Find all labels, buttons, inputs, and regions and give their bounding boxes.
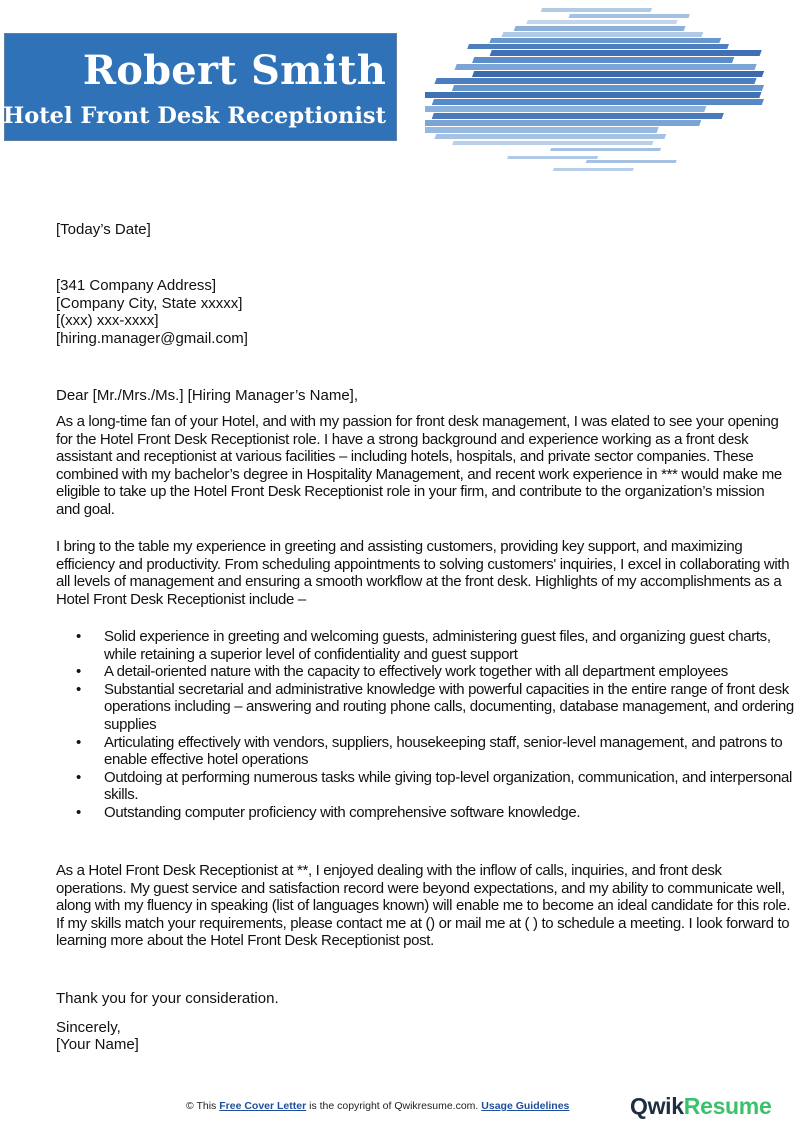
- list-item: • Substantial secretarial and administrative knowledge with powerful capacities in the entire range of front desk operations including – answering and routing phone calls, documenting, database management, and ordering supplies: [76, 680, 794, 733]
- list-item: • Outstanding computer proficiency with comprehensive software knowledge.: [76, 803, 581, 821]
- bullet-icon: •: [76, 663, 81, 681]
- bullet-icon: •: [76, 803, 81, 821]
- bullet-icon: •: [76, 628, 81, 645]
- free-cover-letter-link[interactable]: Free Cover Letter: [219, 1100, 307, 1112]
- address-line: [Company City, State xxxxx]: [56, 294, 243, 312]
- bullet-icon: •: [76, 733, 81, 751]
- decorative-stripes-graphic: [425, 0, 800, 200]
- header-banner: [4, 33, 397, 141]
- qwikresume-logo[interactable]: QwikResume: [630, 1093, 772, 1119]
- job-title: Hotel Front Desk Receptionist: [3, 103, 386, 129]
- bullet-icon: •: [76, 680, 81, 698]
- usage-guidelines-link[interactable]: Usage Guidelines: [481, 1100, 570, 1112]
- date-line: [Today’s Date]: [56, 221, 151, 238]
- paragraph-intro: As a long-time fan of your Hotel, and with my passion for front desk management, I was elated to see your opening for the Hotel Front Desk Receptionist role. I have a strong background and experience working as a front desk assistant and receptionist at various facilities – including hotels, hospitals, and private sector companies. These combined with my bachelor’s degree in Hospitality Management, and recent work experience in *** would make me eligible to take up the Hotel Front Desk Receptionist role in your firm, and contribute to the organization’s mission and goal.: [56, 413, 782, 518]
- paragraph-closing: As a Hotel Front Desk Receptionist at **, I enjoyed dealing with the inflow of calls, inquiries, and front desk operations. My guest service and satisfaction record were beyond expectations, and my ability to communicate well, along with my fluency in speaking (list of languages known) will enable me to become an ideal candidate for this role. If my skills match your requirements, please contact me at () or mail me at ( ) to schedule a meeting. I look forward to learning more about the Hotel Front Desk Receptionist post.: [56, 862, 791, 950]
- closing-line: Sincerely,: [56, 1019, 121, 1036]
- bullet-icon: •: [76, 768, 81, 786]
- recipient-address: [56, 277, 791, 347]
- paragraph-experience: I bring to the table my experience in greeting and assisting customers, providing key support, and maximizing efficiency and productivity. From scheduling appointments to solving customers' inquiries, I excel in collaborating with all levels of management and ensuring a smooth workflow at the front desk. Highlights of my accomplishments as a Hotel Front Desk Receptionist include –: [56, 538, 790, 608]
- list-item: • Articulating effectively with vendors, suppliers, housekeeping staff, senior-level management, and patrons to enable effective hotel operations: [76, 733, 783, 769]
- address-line: [341 Company Address]: [56, 277, 217, 294]
- list-item: • Outdoing at performing numerous tasks while giving top-level organization, communication, and interpersonal skills.: [76, 768, 792, 804]
- applicant-name: Robert Smith: [82, 47, 386, 94]
- list-item: • A detail-oriented nature with the capacity to effectively work together with all department employees: [76, 663, 728, 681]
- accomplishments-list: [76, 628, 796, 822]
- address-line: [(xxx) xxx-xxxx]: [56, 312, 159, 330]
- thanks-line: Thank you for your consideration.: [56, 990, 279, 1007]
- address-line: [hiring.manager@gmail.com]: [56, 329, 248, 347]
- salutation: Dear [Mr./Mrs./Ms.] [Hiring Manager’s Name],: [56, 387, 359, 404]
- copyright-footer: © This Free Cover Letter is the copyright of Qwikresume.com. Usage Guidelines: [186, 1100, 570, 1112]
- signature-line: [Your Name]: [56, 1036, 139, 1053]
- list-item: • Solid experience in greeting and welcoming guests, administering guest files, and organizing guest charts, while retaining a superior level of confidentiality and guest support: [76, 628, 771, 663]
